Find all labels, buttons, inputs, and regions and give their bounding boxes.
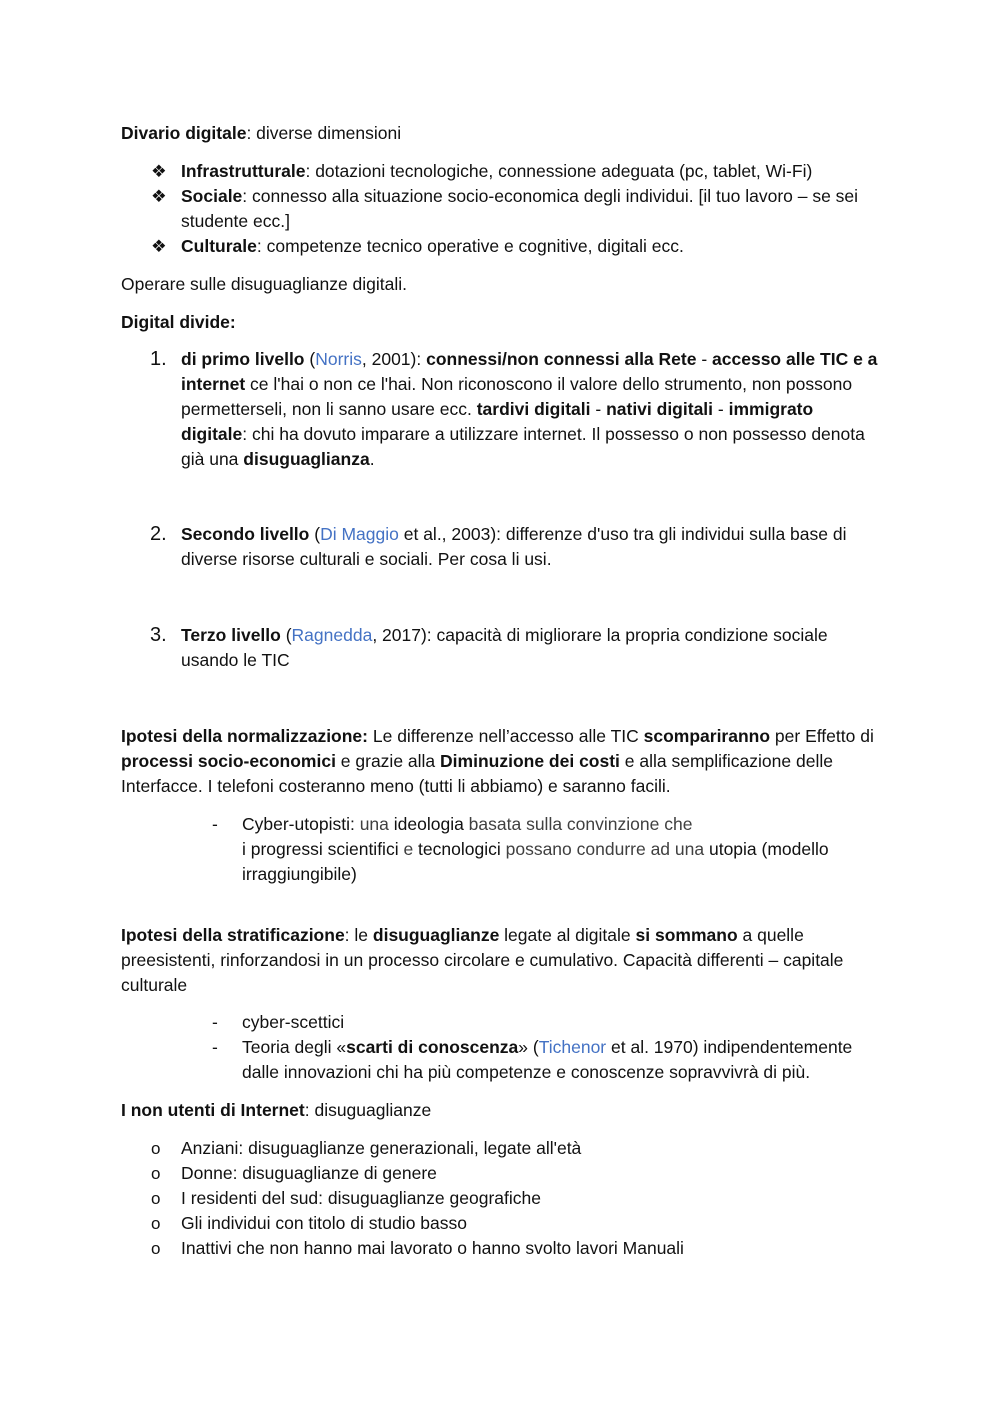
cyber-scettici-item: cyber-scettici	[242, 1012, 345, 1032]
text-fragment: » (	[518, 1037, 539, 1057]
text-fragment: utopia	[708, 839, 757, 859]
bold-fragment: connessi/non connessi alla Rete	[426, 349, 697, 369]
normalization-paragraph	[121, 724, 881, 799]
list-item: Donne: disuguaglianze di genere	[181, 1163, 437, 1183]
diamond-bullet-icon: ❖	[151, 236, 167, 256]
text-fragment: Le differenze nell’accesso alle TIC	[368, 726, 644, 746]
text-fragment: una	[359, 814, 394, 834]
text-fragment: (	[309, 524, 321, 544]
text-fragment: a quelle preesistenti, rinforzandosi in un processo circolare e cumulativo. Capacità differenti – capitale culturale	[121, 925, 844, 995]
author-link[interactable]: Di Maggio	[320, 524, 399, 544]
divario-heading	[121, 121, 881, 146]
bold-fragment: scarti di conoscenza	[346, 1037, 519, 1057]
bold-fragment: Ipotesi della stratificazione	[121, 925, 345, 945]
bold-fragment: Diminuzione dei costi	[440, 751, 620, 771]
stratification-paragraph	[121, 923, 881, 998]
list-item: Gli individui con titolo di studio basso	[181, 1213, 467, 1233]
text-fragment: et al. 1970) indipendentemente dalle innovazioni chi ha più competenze e conoscenze sopravvivrà di più.	[242, 1037, 853, 1082]
bold-fragment: nativi digitali	[606, 399, 714, 419]
dimension-label: Infrastrutturale	[181, 161, 306, 181]
bold-fragment: scompariranno	[643, 726, 771, 746]
knowledge-gap-item	[242, 1035, 882, 1085]
circle-bullet-icon: o	[151, 1139, 161, 1158]
text-fragment: tecnologici	[418, 839, 501, 859]
cyber-utopisti-item	[242, 812, 882, 887]
dash-bullet: -	[212, 814, 218, 834]
circle-bullet-icon: o	[151, 1164, 161, 1183]
text-fragment: : disuguaglianze	[304, 1100, 432, 1120]
bold-fragment: Ipotesi della normalizzazione:	[121, 726, 368, 746]
circle-bullet-icon: o	[151, 1189, 161, 1208]
text-fragment: -	[590, 399, 607, 419]
non-users-heading	[121, 1098, 881, 1123]
text-fragment: -	[696, 349, 713, 369]
text-fragment: Teoria degli «	[242, 1037, 347, 1057]
operate-paragraph: Operare sulle disuguaglianze digitali.	[121, 274, 408, 294]
text-fragment: , 2017): capacità di migliorare la propria condizione sociale usando le TIC	[181, 625, 828, 670]
bold-fragment: tardivi digitali	[476, 399, 591, 419]
level-3-item	[181, 623, 881, 673]
level-title: Terzo livello	[181, 625, 281, 645]
list-item: I residenti del sud: disuguaglianze geografiche	[181, 1188, 541, 1208]
text-fragment: -	[713, 399, 729, 419]
dimension-item	[181, 234, 881, 259]
bold-fragment: accesso alle TIC e a internet	[181, 349, 878, 394]
author-link[interactable]: Norris	[315, 349, 362, 369]
author-link[interactable]: Tichenor	[538, 1037, 607, 1057]
dimension-item	[181, 159, 881, 184]
text-fragment: , 2001):	[361, 349, 427, 369]
diamond-bullet-icon: ❖	[151, 161, 167, 181]
bold-fragment: disuguaglianza	[243, 449, 370, 469]
text-fragment: ce l'hai o non ce l'hai. Non riconoscono il valore dello strumento, non possono permetterseli, non li sanno usare ecc.	[181, 374, 853, 419]
circle-bullet-icon: o	[151, 1214, 161, 1233]
bold-fragment: processi socio-economici	[121, 751, 336, 771]
text-fragment: basata sulla convinzione che	[463, 814, 693, 834]
divario-title: Divario digitale	[121, 123, 247, 143]
text-fragment: e	[398, 839, 419, 859]
dimension-label: Culturale	[181, 236, 257, 256]
list-item: Inattivi che non hanno mai lavorato o hanno svolto lavori Manuali	[181, 1238, 684, 1258]
text-fragment: : le	[344, 925, 373, 945]
level-2-item	[181, 522, 881, 572]
text-fragment: (	[280, 625, 292, 645]
bold-fragment: disuguaglianze	[372, 925, 500, 945]
list-number: 3.	[150, 624, 167, 646]
bold-fragment: immigrato digitale	[181, 399, 814, 444]
diamond-bullet-icon: ❖	[151, 186, 167, 206]
dash-bullet: -	[212, 1012, 218, 1032]
text-fragment: Cyber-utopisti:	[242, 814, 360, 834]
text-fragment: .	[369, 449, 375, 469]
text-fragment: legate al digitale	[499, 925, 636, 945]
level-title: Secondo livello	[181, 524, 310, 544]
dimension-text: : connesso alla situazione socio-economica degli individui. [il tuo lavoro – se sei studente ecc.]	[181, 186, 859, 231]
dimension-label: Sociale	[181, 186, 243, 206]
author-link[interactable]: Ragnedda	[291, 625, 373, 645]
dimension-text: : competenze tecnico operative e cognitive, digitali ecc.	[256, 236, 684, 256]
list-number: 2.	[150, 523, 167, 545]
text-fragment: per Effetto di	[770, 726, 874, 746]
divario-subtitle: : diverse dimensioni	[246, 123, 402, 143]
text-fragment: : chi ha dovuto imparare a utilizzare internet. Il possesso o non possesso denota già una	[181, 424, 865, 469]
dimension-text: : dotazioni tecnologiche, connessione adeguata (pc, tablet, Wi-Fi)	[305, 161, 813, 181]
text-fragment: et al., 2003): differenze d'uso tra gli individui sulla base di diverse risorse culturali e sociali. Per cosa li usi.	[181, 524, 847, 569]
circle-bullet-icon: o	[151, 1239, 161, 1258]
text-fragment: (modello irraggiungibile)	[242, 839, 829, 884]
list-number: 1.	[150, 348, 167, 370]
text-fragment: (	[304, 349, 316, 369]
digital-divide-heading: Digital divide:	[121, 312, 236, 332]
dimension-item	[181, 184, 881, 234]
text-fragment: ideologia	[393, 814, 464, 834]
level-title: di primo livello	[181, 349, 305, 369]
dash-bullet: -	[212, 1037, 218, 1057]
text-fragment: i progressi scientifici	[242, 839, 399, 859]
bold-fragment: I non utenti di Internet	[121, 1100, 305, 1120]
text-fragment: possano condurre ad una	[500, 839, 709, 859]
bold-fragment: si sommano	[635, 925, 738, 945]
list-item: Anziani: disuguaglianze generazionali, legate all'età	[181, 1138, 582, 1158]
text-fragment: e grazie alla	[335, 751, 441, 771]
text-fragment: e alla semplificazione delle Interfacce. I telefoni costeranno meno (tutti li abbiamo) e saranno facili.	[121, 751, 833, 796]
level-1-item	[181, 347, 881, 472]
